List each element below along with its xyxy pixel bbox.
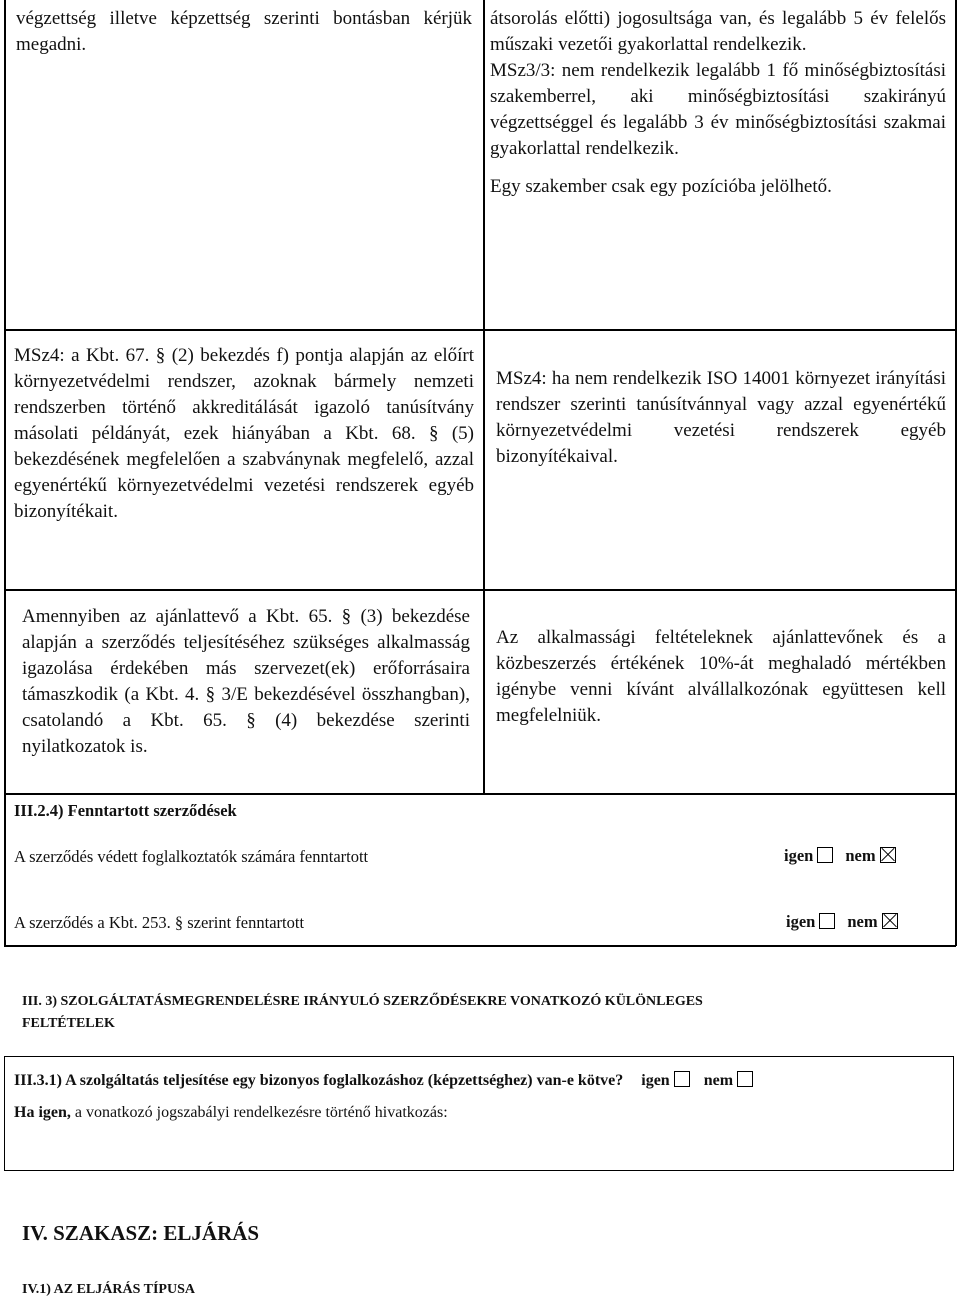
- table-row-divider-3: [4, 793, 956, 795]
- yes-label: igen: [784, 846, 814, 865]
- cell-top-right: [490, 6, 946, 200]
- reserved-row-2-label: A szerződés a Kbt. 253. § szerint fenntartott: [14, 913, 305, 932]
- cell-msz4-right: [496, 366, 946, 470]
- yes-checkbox[interactable]: [819, 913, 835, 929]
- yes-label: igen: [641, 1072, 670, 1089]
- cell-top-left: [16, 6, 472, 58]
- table-border-right: [955, 0, 957, 946]
- no-label: nem: [845, 846, 876, 865]
- msz4-right-text: MSz4: ha nem rendelkezik ISO 14001 környezet irányítási rendszer szerinti tanúsítvánnyal vagy azzal egyenértékű környezetvédelmi vezetési rendszerek egyéb bizonyítékaival.: [496, 368, 946, 467]
- no-checkbox-checked[interactable]: [880, 847, 896, 863]
- no-checkbox[interactable]: [737, 1071, 753, 1087]
- reserved-row-1-label: A szerződés védett foglalkoztatók számára fenntartott: [14, 847, 369, 866]
- table-row-divider-2: [4, 589, 956, 591]
- msz4-left-text: MSz4: a Kbt. 67. § (2) bekezdés f) pontja alapján az előírt környezetvédelmi rendszer, azoknak bármely nemzeti rendszerben történő akkreditálását igazoló tanúsítvány másolati példányát, ezek hiányában a Kbt. 68. § (5) bekezdésének megfelelően a szabványnak megfelelő, azzal egyenértékű környezetvédelmi vezetési rendszerek egyéb bizonyítékait.: [14, 345, 474, 522]
- special-reference-row: [14, 1104, 448, 1122]
- no-checkbox-checked[interactable]: [882, 913, 898, 929]
- table-border-left: [4, 0, 6, 794]
- section-4-subheading: IV.1) AZ ELJÁRÁS TÍPUSA: [22, 1282, 195, 1297]
- section-4-title: IV. SZAKASZ: ELJÁRÁS: [22, 1221, 260, 1245]
- top-right-paragraph-1: átsorolás előtti) jogosultsága van, és legalább 5 év felelős műszaki vezetői gyakorlattal rendelkezik.: [490, 8, 946, 55]
- kbt65-right-text: Az alkalmassági feltételeknek ajánlattevőnek és a közbeszerzés értékének 10%-át meghaladó mértékben igénybe venni kívánt alvállalkozónak együttesen kell megfelelniük.: [496, 627, 946, 726]
- cell-kbt65-left: [22, 604, 470, 760]
- special-heading-line-1: III. 3) SZOLGÁLTATÁSMEGRENDELÉSRE IRÁNYULÓ SZERZŐDÉSEKRE VONATKOZÓ KÜLÖNLEGES: [22, 994, 703, 1009]
- reserved-row-1-options: [784, 846, 896, 866]
- special-reference-text: a vonatkozó jogszabályi rendelkezésre történő hivatkozás:: [70, 1104, 448, 1121]
- table-col-divider: [483, 0, 485, 794]
- top-right-paragraph-2: MSz3/3: nem rendelkezik legalább 1 fő minőségbiztosítási szakemberrel, aki minőségbiztosítási szakirányú végzettséggel és legalább 3 év minőségbiztosítási szakmai gyakorlattal rendelkezik.: [490, 60, 946, 159]
- special-heading-line-2: FELTÉTELEK: [22, 1016, 115, 1031]
- special-question-row: [14, 1071, 753, 1090]
- reserved-box-left: [4, 794, 6, 946]
- reserved-row-2-options: [786, 912, 898, 932]
- no-label: nem: [847, 912, 878, 931]
- top-left-text: végzettség illetve képzettség szerinti bontásban kérjük megadni.: [16, 8, 472, 55]
- special-reference-bold: Ha igen,: [14, 1104, 71, 1121]
- reserved-box-bottom: [4, 945, 956, 947]
- special-question-label: III.3.1) A szolgáltatás teljesítése egy bizonyos foglalkozáshoz (képzettséghez) van-e kötve?: [14, 1072, 624, 1089]
- no-label: nem: [703, 1072, 734, 1089]
- special-conditions-heading: [22, 991, 703, 1035]
- yes-label: igen: [786, 912, 816, 931]
- yes-checkbox[interactable]: [674, 1071, 690, 1087]
- cell-kbt65-right: [496, 625, 946, 729]
- kbt65-left-text: Amennyiben az ajánlattevő a Kbt. 65. § (3) bekezdése alapján a szerződés teljesítéséhez szükséges alkalmasság igazolása érdekében más szervezet(ek) erőforrásaira támaszkodik (a Kbt. 4. § 3/E bekezdésével összhangban), csatolandó a Kbt. 65. § (4) bekezdése szerinti nyilatkozatok is.: [22, 606, 470, 757]
- yes-checkbox[interactable]: [817, 847, 833, 863]
- top-right-paragraph-3: Egy szakember csak egy pozícióba jelölhető.: [490, 176, 832, 197]
- table-row-divider-1: [4, 329, 956, 331]
- reserved-heading: III.2.4) Fenntartott szerződések: [14, 801, 237, 820]
- cell-msz4-left: [14, 343, 474, 525]
